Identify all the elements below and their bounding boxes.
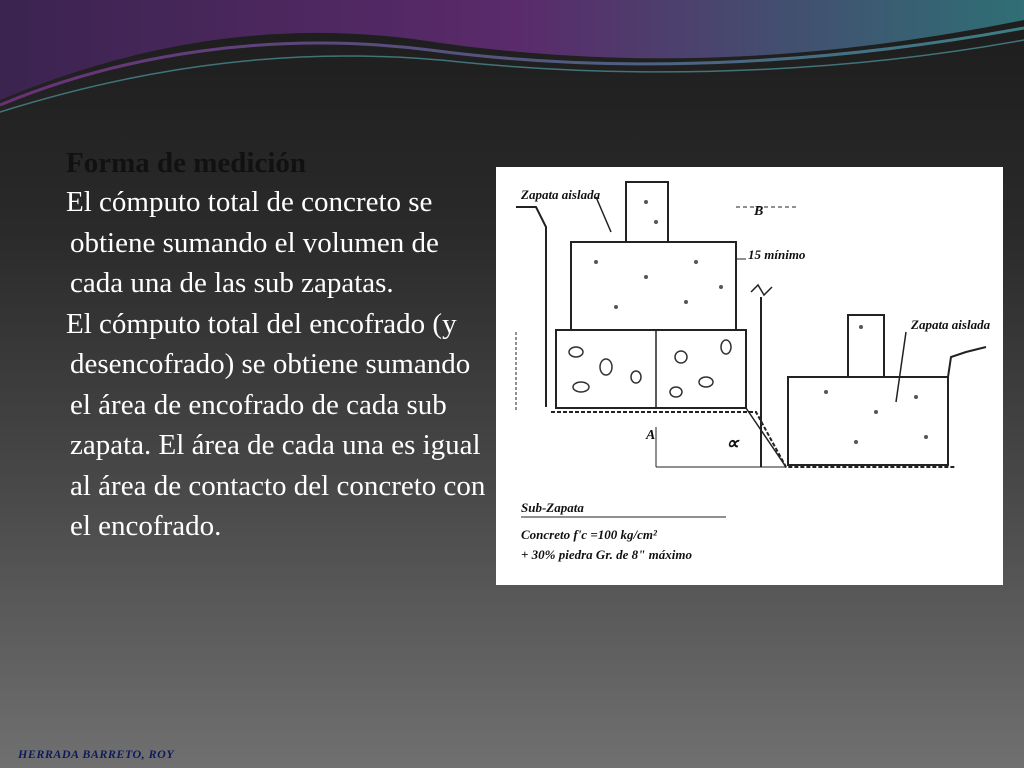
footing-right — [788, 377, 948, 465]
column-right — [848, 315, 884, 377]
legend-line-1: Concreto f'c =100 kg/cm² — [521, 527, 657, 542]
label-alpha: ∝ — [726, 433, 739, 453]
paragraph-formwork: El cómputo total del encofrado (y desencofrado) se obtiene sumando el área de encofrado de cada sub zapata. El área de cada una es igual al área de contacto del concreto con el encofrado. — [66, 307, 486, 542]
paragraph-concrete: El cómputo total de concreto se obtiene sumando el volumen de cada una de las sub zapatas. — [66, 186, 439, 299]
column-left — [626, 182, 668, 242]
legend-line-2: + 30% piedra Gr. de 8" máximo — [521, 547, 692, 562]
label-b: B — [754, 204, 764, 219]
slide-title: Forma de medición — [66, 147, 307, 179]
footing-diagram — [496, 167, 1003, 585]
ground-line-left — [516, 207, 546, 407]
label-zapata-left: Zapata aislada — [521, 187, 601, 202]
footer-author: HERRADA BARRETO, ROY — [18, 747, 175, 761]
label-zapata-right: Zapata aislada — [911, 317, 991, 332]
label-min: 15 mínimo — [748, 247, 806, 262]
stone-pattern — [569, 340, 731, 397]
legend-title: Sub-Zapata — [521, 500, 584, 515]
footing-left — [571, 242, 736, 330]
sub-footing — [556, 330, 746, 408]
label-a: A — [646, 428, 656, 443]
slide-text-block — [64, 146, 494, 547]
header-wave-decoration — [0, 0, 1024, 130]
